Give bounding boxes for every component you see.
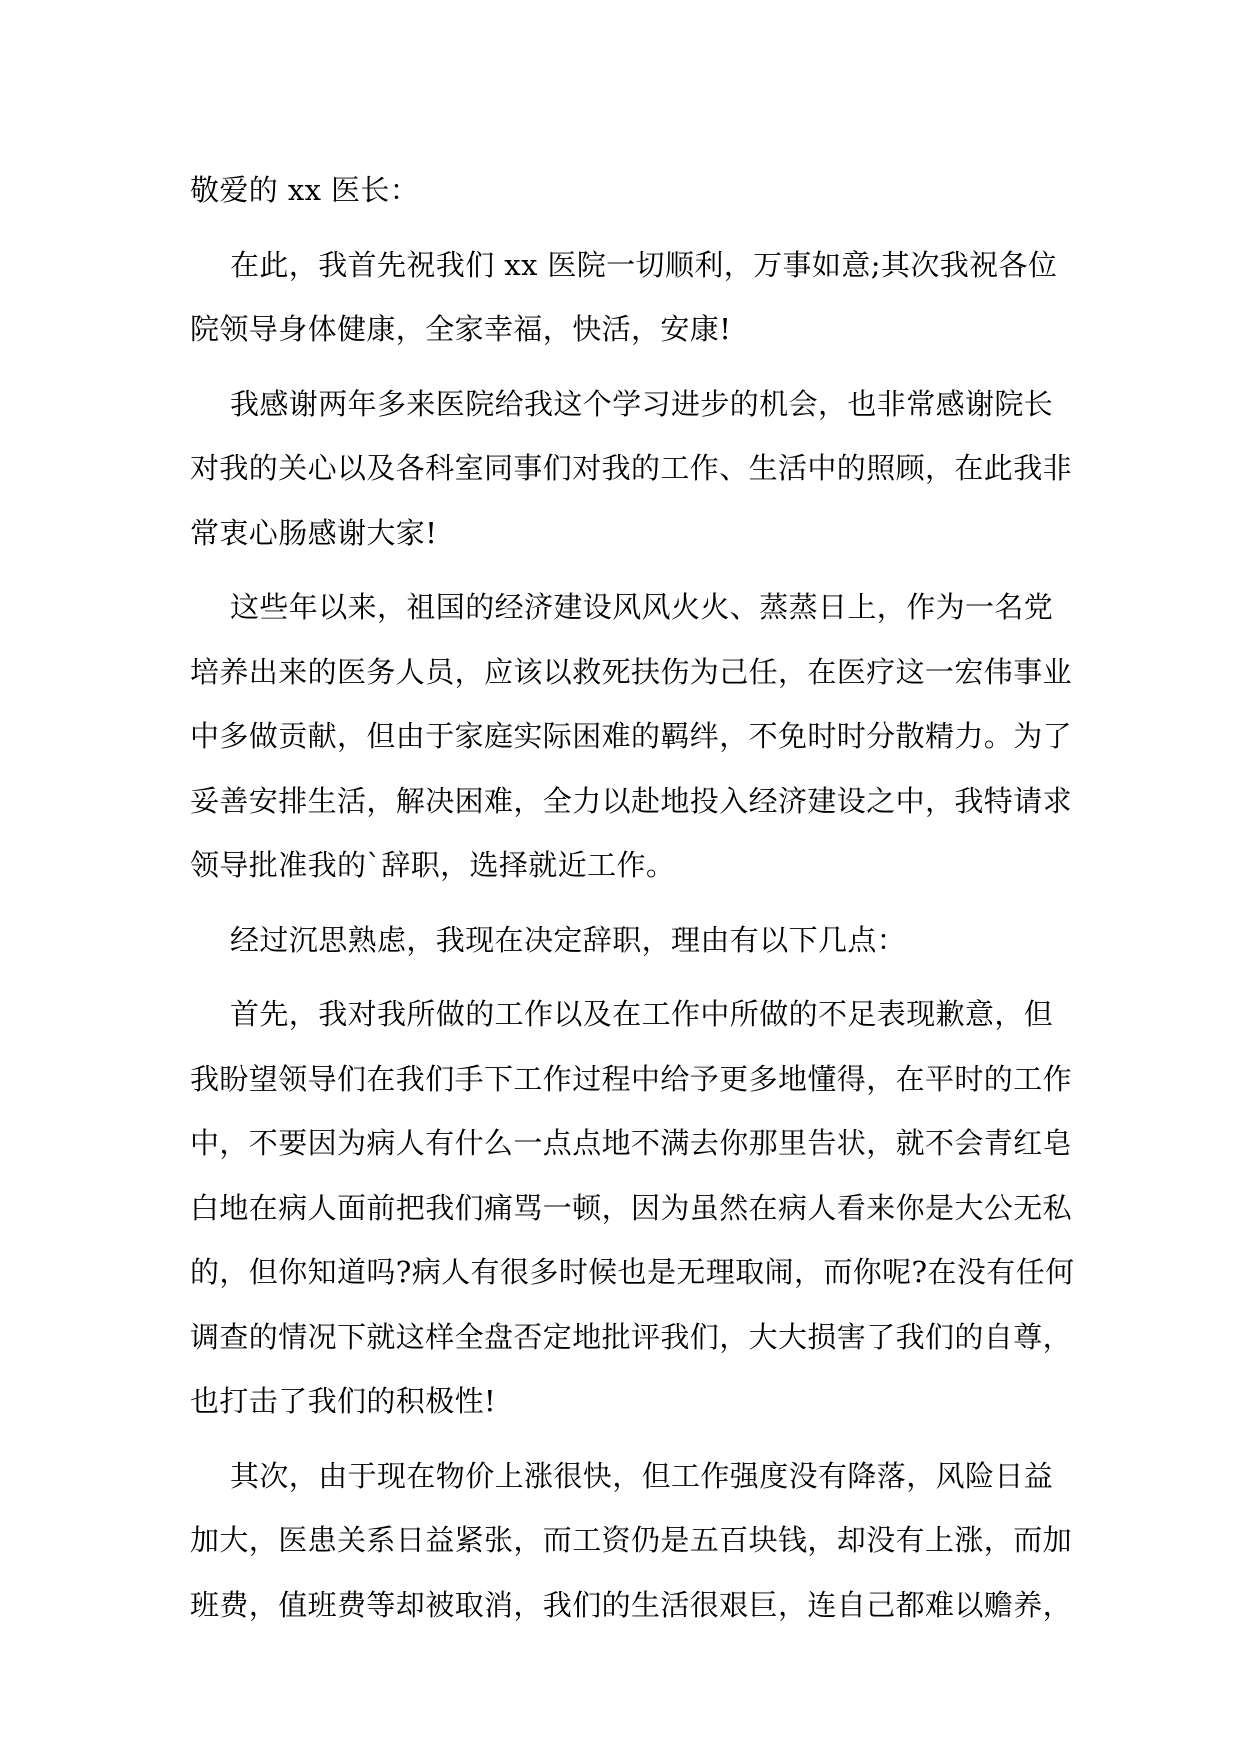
- paragraph-line: 我盼望领导们在我们手下工作过程中给予更多地懂得，在平时的工作: [190, 1061, 1073, 1096]
- paragraph: [190, 372, 1073, 566]
- paragraph-line: 培养出来的医务人员，应该以救死扶伤为己任，在医疗这一宏伟事业: [190, 654, 1073, 689]
- paragraph-line: 的，但你知道吗?病人有很多时候也是无理取闹，而你呢?在没有任何: [190, 1255, 1075, 1289]
- paragraph: [190, 982, 1075, 1434]
- paragraph-line: 加大，医患关系日益紧张，而工资仍是五百块钱，却没有上涨，而加: [190, 1523, 1073, 1557]
- paragraph-line: 在此，我首先祝我们 xx 医院一切顺利，万事如意;其次我祝各位: [230, 247, 1058, 282]
- paragraph-line: 妥善安排生活，解决困难，全力以赴地投入经济建设之中，我特请求: [190, 783, 1073, 818]
- paragraph-line: 经过沉思熟虑，我现在决定辞职，理由有以下几点：: [230, 922, 907, 957]
- paragraph-line: 领导批准我的`辞职，选择就近工作。: [190, 848, 676, 882]
- paragraph-line: 中多做贡献，但由于家庭实际困难的羁绊，不免时时分散精力。为了: [190, 719, 1073, 753]
- paragraph-line: 院领导身体健康，全家幸福，快活，安康!: [190, 312, 732, 346]
- paragraph: [190, 575, 1073, 898]
- paragraph-line: 中，不要因为病人有什么一点点地不满去你那里告状，就不会青红皂: [190, 1126, 1073, 1160]
- greeting: 敬爱的 xx 医长：: [190, 173, 420, 207]
- paragraph-line: 白地在病人面前把我们痛骂一顿，因为虽然在病人看来你是大公无私: [190, 1190, 1073, 1225]
- paragraph: [190, 1444, 1073, 1638]
- paragraph: [190, 233, 1058, 362]
- paragraph-line: 我感谢两年多来医院给我这个学习进步的机会，也非常感谢院长: [230, 386, 1054, 421]
- letter-body: [190, 158, 1075, 1637]
- paragraph-line: 也打击了我们的积极性!: [190, 1384, 497, 1418]
- paragraph-line: 常衷心肠感谢大家!: [190, 515, 438, 550]
- paragraph-line: 其次，由于现在物价上涨很快，但工作强度没有降落，风险日益: [230, 1458, 1054, 1493]
- paragraph-line: 首先，我对我所做的工作以及在工作中所做的不足表现歉意，但: [230, 997, 1054, 1031]
- paragraph-line: 对我的关心以及各科室同事们对我的工作、生活中的照顾，在此我非: [190, 451, 1073, 485]
- paragraph-line: 班费，值班费等却被取消，我们的生活很艰巨，连自己都难以赡养，: [190, 1587, 1073, 1622]
- paragraph: [190, 908, 1050, 973]
- paragraph-line: 这些年以来，祖国的经济建设风风火火、蒸蒸日上，作为一名党: [230, 590, 1054, 624]
- paragraph-line: 调查的情况下就这样全盘否定地批评我们，大大损害了我们的自尊，: [190, 1319, 1073, 1354]
